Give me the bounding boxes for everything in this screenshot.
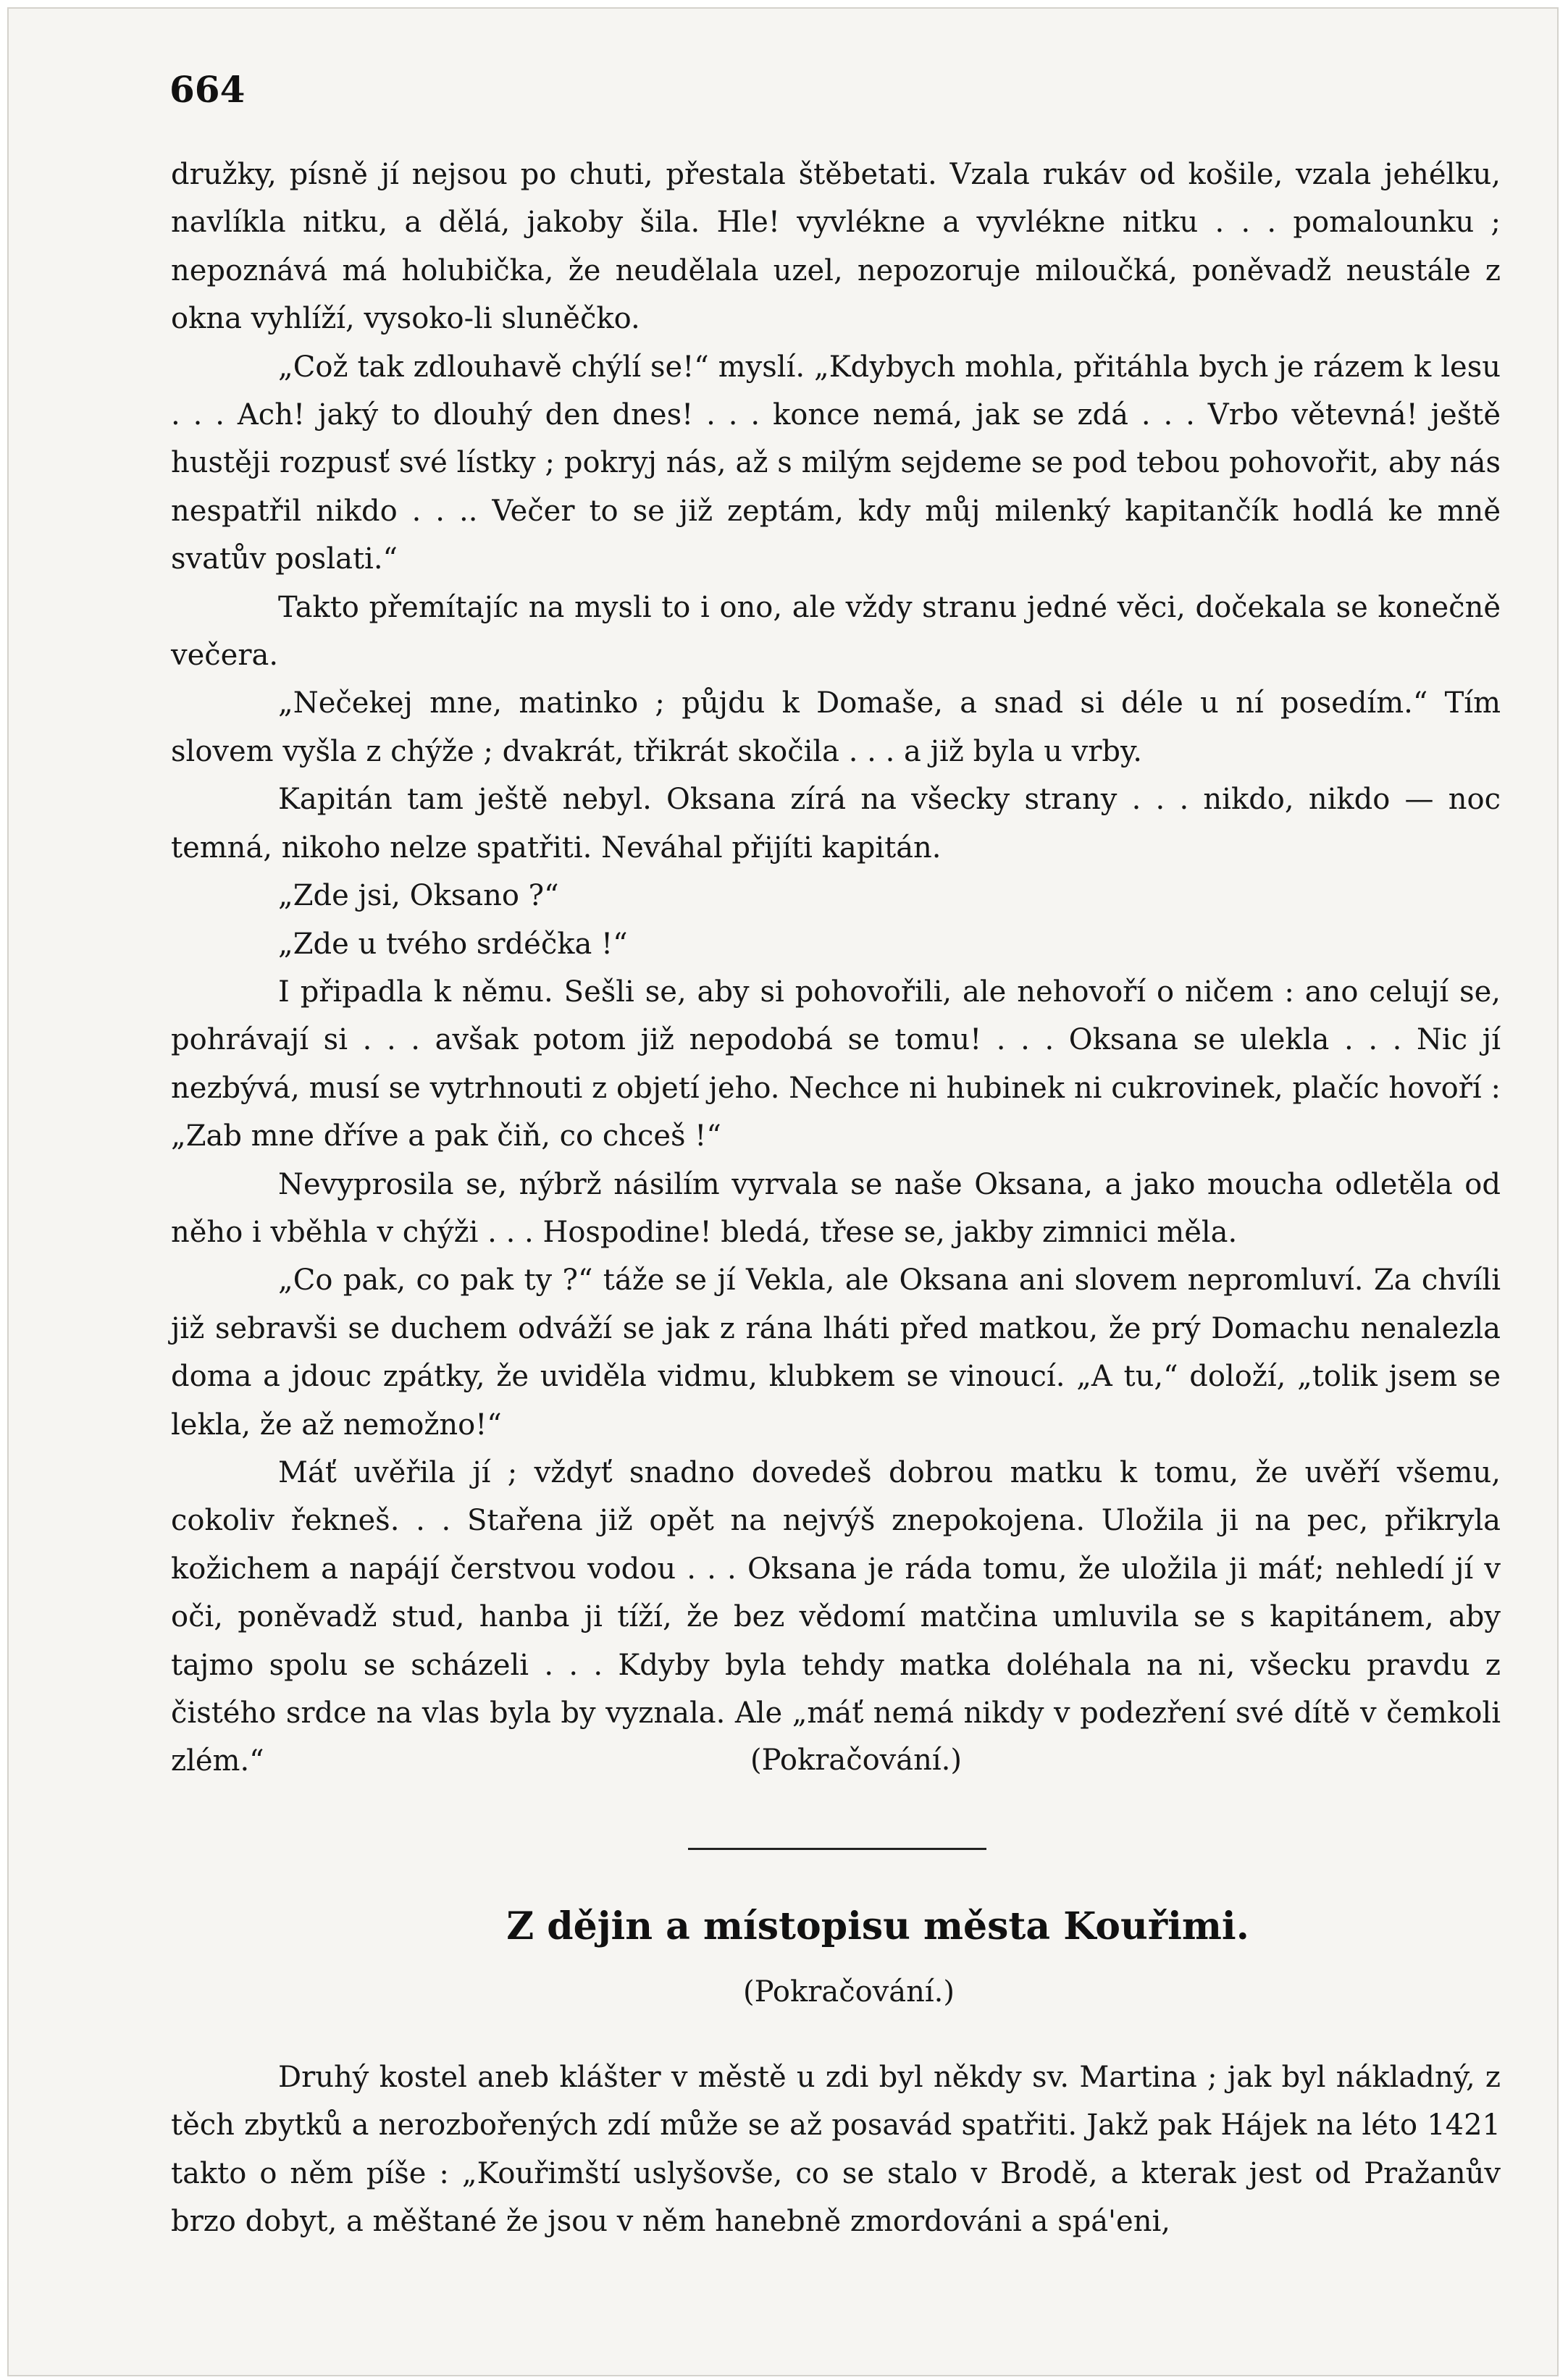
paragraph-1: družky, písně jí nejsou po chuti, přestala štěbetati. Vzala rukáv od košile, vzala jehélku, navlíkla nitku, a dělá, jakoby šila. Hle! vyvlékne a vyvlékne nitku . . . pomalounku ; nepoznává má holubička, že neudělala uzel, nepozoruje miloučká, poněvadž neustále z okna vyhlíží, vysoko-li sluněčko. [171, 158, 1501, 336]
scanned-page [7, 7, 1559, 2376]
paragraph-10: „Co pak, co pak ty ?“ táže se jí Vekla, ale Oksana ani slovem nepromluví. Za chvíli již sebravši se duchem odváží se jak z rána lháti před matkou, že prý Domachu nenalezla doma a jdouc zpátky, že uviděla vidmu, klubkem se vinoucí. „A tu,“ doloží, „tolik jsem se lekla, že až nemožno!“ [171, 1263, 1501, 1442]
page-number: 664 [169, 68, 246, 111]
section-divider [688, 1848, 986, 1850]
paragraph-11: Máť uvěřila jí ; vždyť snadno dovedeš dobrou matku k tomu, že uvěří všemu, cokoliv řekneš. . . Stařena již opět na nejvýš znepokojena. Uložila ji na pec, přikryla kožichem a napájí čerstvou vodou . . . Oksana je ráda tomu, že uložila ji máť; nehledí jí v oči, poněvadž stud, hanba ji tíží, že bez vědomí matčina umluvila se s kapitánem, aby tajmo spolu se scházeli . . . Kdyby byla tehdy matka doléhala na ni, všecku pravdu z čistého srdce na vlas byla by vyznala. Ale „máť nemá nikdy v podezření své dítě v čemkoli zlém.“ [171, 1455, 1501, 1778]
paragraph-4: „Nečekej mne, matinko ; půjdu k Domaše, a snad si déle u ní posedím.“ Tím slovem vyšla z chýže ; dvakrát, třikrát skočila . . . a již byla u vrby. [171, 686, 1501, 768]
continuation-note: (Pokračování.) [750, 1744, 962, 1777]
section-subtitle: (Pokračování.) [743, 1975, 955, 2009]
paragraph-2: „Což tak zdlouhavě chýlí se!“ myslí. „Kdybych mohla, přitáhla bych je rázem k lesu . . . Ach! jaký to dlouhý den dnes! . . . konce nemá, jak se zdá . . . Vrbo větevná! ještě hustěji rozpusť své lístky ; pokryj nás, až s milým sejdeme se pod tebou pohovořit, aby nás nespatřil nikdo . . .. Večer to se již zeptám, kdy můj milenký kapitančík hodlá ke mně svatův poslati.“ [171, 350, 1501, 576]
paragraph-3: Takto přemítajíc na mysli to i ono, ale vždy stranu jedné věci, dočekala se konečně večera. [171, 590, 1501, 673]
section-paragraph: Druhý kostel aneb klášter v městě u zdi byl někdy sv. Martina ; jak byl nákladný, z těch zbytků a nerozbořených zdí může se až posavád spatřiti. Jakž pak Hájek na léto 1421 takto o něm píše : „Kouřimští uslyšovše, co se stalo v Brodě, a kterak jest od Pražanův brzo dobyt, a měštané že jsou v něm hanebně zmordováni a spá'eni, [171, 2061, 1501, 2239]
story-text [171, 151, 1501, 1786]
paragraph-8: I připadla k němu. Sešli se, aby si pohovořili, ale nehovoří o ničem : ano celují se, pohrávají si . . . avšak potom již nepodobá se tomu! . . . Oksana se ulekla . . . Nic jí nezbývá, musí se vytrhnouti z objetí jeho. Nechce ni hubinek ni cukrovinek, plačíc hovoří : „Zab mne dříve a pak čiň, co chceš !“ [171, 975, 1501, 1153]
paragraph-6: „Zde jsi, Oksano ?“ [278, 879, 559, 913]
paragraph-7: „Zde u tvého srdéčka !“ [278, 927, 628, 961]
section-text [171, 2053, 1501, 2246]
paragraph-9: Nevyprosila se, nýbrž násilím vyrvala se naše Oksana, a jako moucha odletěla od něho i vběhla v chýži . . . Hospodine! bledá, třese se, jakby zimnici měla. [171, 1167, 1501, 1249]
section-title: Z dějin a místopisu města Kouřimi. [506, 1904, 1249, 1948]
paragraph-5: Kapitán tam ještě nebyl. Oksana zírá na všecky strany . . . nikdo, nikdo — noc temná, nikoho nelze spatřiti. Neváhal přijíti kapitán. [171, 783, 1501, 865]
